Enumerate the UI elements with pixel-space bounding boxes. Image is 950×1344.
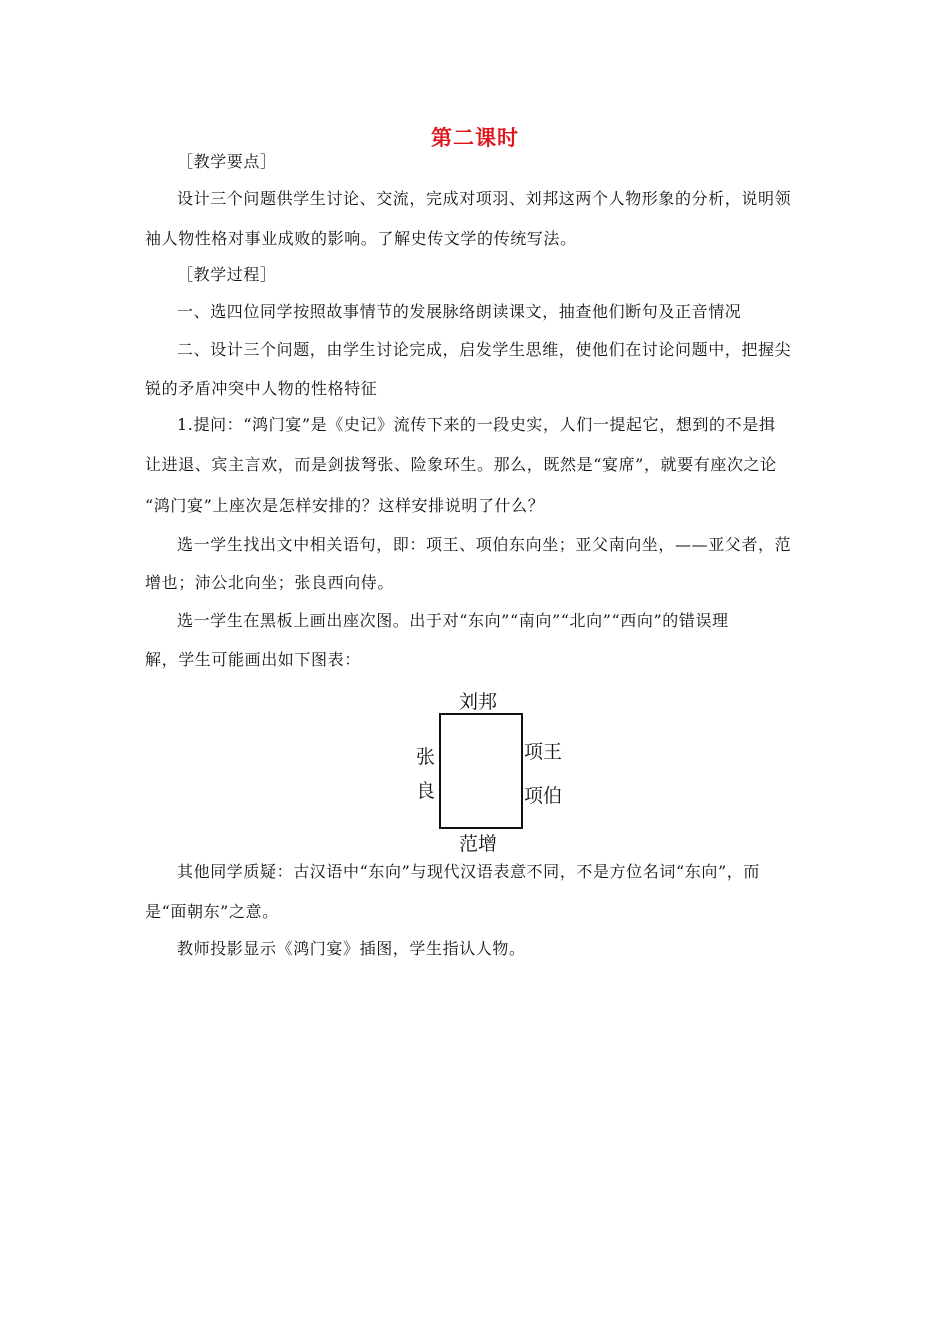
page-title: 第二课时 [431,126,519,150]
diagram-label-bottom: 范增 [459,833,498,855]
paragraph-line: 让进退、宾主言欢，而是剑拔弩张、险象环生。那么，既然是“宴席”，就要有座次之论 [145,455,777,474]
paragraph-line: 二、设计三个问题，由学生讨论完成，启发学生思维，使他们在讨论问题中，把握尖 [177,340,792,359]
paragraph-line: 选一学生找出文中相关语句，即：项王、项伯东向坐；亚父南向坐，——亚父者，范 [177,535,792,554]
section-heading-process: ［教学过程］ [177,265,277,284]
paragraph-line: 锐的矛盾冲突中人物的性格特征 [145,379,378,398]
paragraph-line: “鸿门宴”上座次是怎样安排的？这样安排说明了什么？ [145,496,545,515]
diagram-label-left-1: 张 [416,746,436,768]
paragraph-line: 袖人物性格对事业成败的影响。了解史传文学的传统写法。 [145,229,577,248]
paragraph-line: 一、选四位同学按照故事情节的发展脉络朗读课文，抽查他们断句及正音情况 [177,302,742,321]
paragraph-line: 教师投影显示《鸿门宴》插图，学生指认人物。 [177,939,526,958]
section-heading-key-points: ［教学要点］ [177,152,277,171]
paragraph-line: 解，学生可能画出如下图表： [145,650,361,669]
paragraph-line: 其他同学质疑：古汉语中“东向”与现代汉语表意不同，不是方位名词“东向”，而 [177,862,760,881]
diagram-label-left-2: 良 [416,780,436,802]
paragraph-line: 增也；沛公北向坐；张良西向侍。 [145,573,395,592]
paragraph-line: 设计三个问题供学生讨论、交流，完成对项羽、刘邦这两个人物形象的分析，说明领 [177,189,792,208]
paragraph-line: 选一学生在黑板上画出座次图。出于对“东向”“南向”“北向”“西向”的错误理 [177,611,729,630]
paragraph-line: 是“面朝东”之意。 [145,902,279,921]
paragraph-line: 1.提问：“鸿门宴”是《史记》流传下来的一段史实，人们一提起它，想到的不是揖 [177,415,776,434]
diagram-label-top: 刘邦 [459,691,498,713]
diagram-label-right-1: 项王 [524,741,563,763]
table-rectangle [439,713,523,829]
diagram-label-right-2: 项伯 [524,785,563,807]
seating-diagram [400,684,600,860]
